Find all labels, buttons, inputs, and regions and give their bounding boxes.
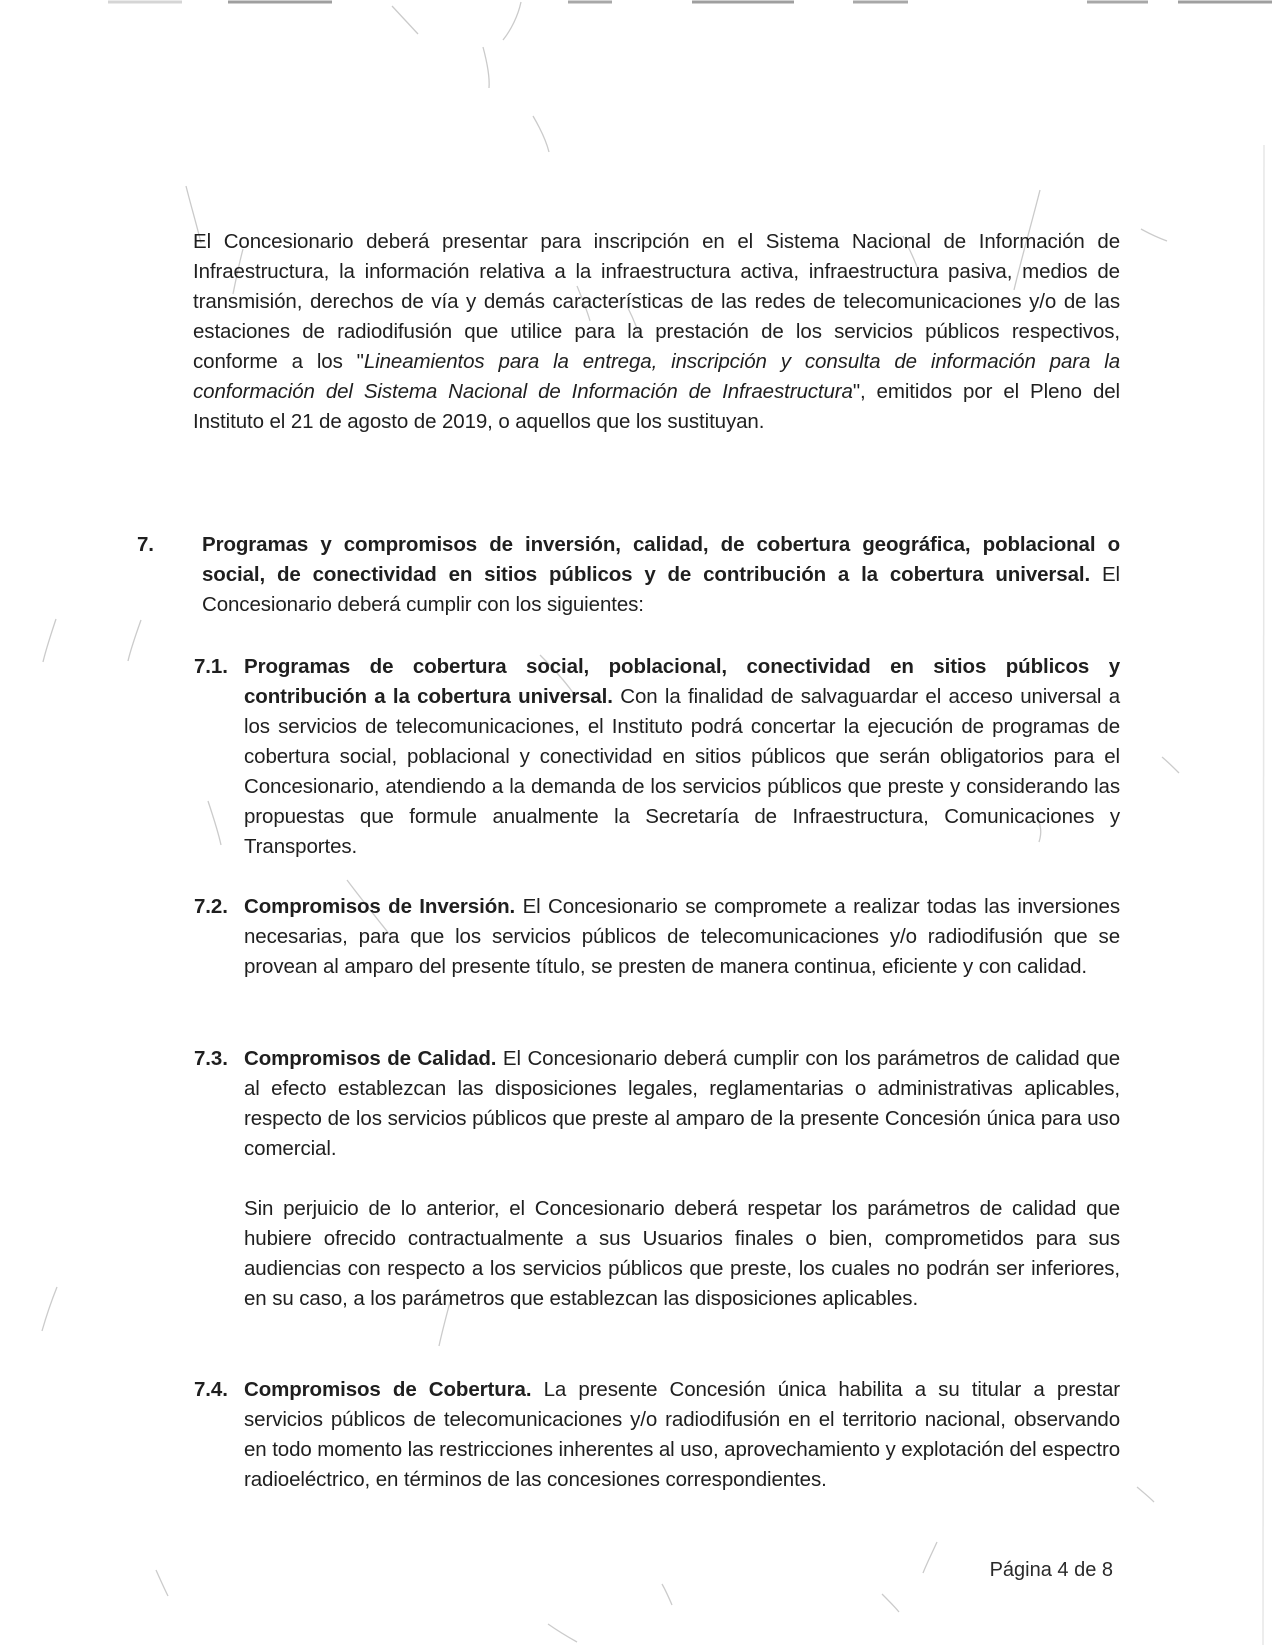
subsection-7-1-lead: Programas de cobertura social, poblacional, conectividad en sitios públicos y contribución a la cobertura universal. (244, 655, 1120, 708)
subsection-7-3-body: El Concesionario deberá cumplir con los parámetros de calidad que al efecto establezcan las disposiciones legales, reglamentarias o administrativas aplicables, respecto de los servicios públicos que preste al amparo de la presente Concesión única para uso comercial. (244, 1047, 1121, 1160)
intro-text-regular: El Concesionario deberá presentar para inscripción en el Sistema Nacional de Información de Infraestructura, la información relativa a la infraestructura activa, infraestructura pasiva, medios de transmisión, derechos de vía y demás características de las redes de telecomunicaciones y/o de las estaciones de radiodifusión que utilice para la prestación de los servicios públicos respectivos, conforme a los " (193, 230, 1120, 373)
subsection-7-1-number: 7.1. (194, 655, 228, 678)
subsection-7-4-number: 7.4. (194, 1378, 228, 1401)
section-7-heading (137, 530, 1120, 620)
subsection-7-3-paragraph-2: Sin perjuicio de lo anterior, el Concesionario deberá respetar los parámetros de calidad que hubiere ofrecido contractualmente a sus Usuarios finales o bien, comprometidos para sus audiencias con respecto a los servicios públicos que preste, los cuales no podrán ser inferiores, en su caso, a los parámetros que establezcan las disposiciones aplicables. (244, 1197, 1120, 1310)
section-7-title (137, 530, 1120, 620)
subsection-7-2 (194, 892, 1120, 982)
subsection-7-4 (194, 1375, 1120, 1495)
section-7-title-bold: Programas y compromisos de inversión, calidad, de cobertura geográfica, poblacional o social, de conectividad en sitios públicos y de contribución a la cobertura universal. (202, 533, 1120, 586)
intro-paragraph (193, 227, 1120, 437)
subsection-7-1-text (194, 652, 1120, 862)
subsection-7-2-lead: Compromisos de Inversión. (244, 895, 516, 918)
subsection-7-2-number: 7.2. (194, 895, 228, 918)
subsection-7-1-body: Con la finalidad de salvaguardar el acceso universal a los servicios de telecomunicaciones, el Instituto podrá concertar la ejecución de programas de cobertura social, poblacional y conectividad en sitios públicos que serán obligatorios para el Concesionario, atendiendo a la demanda de los servicios públicos que preste y considerando las propuestas que formule anualmente la Secretaría de Infraestructura, Comunicaciones y Transportes. (244, 685, 1120, 858)
intro-text-regular-end: ", emitidos por el Pleno del Instituto el 21 de agosto de 2019, o aquellos que los sustituyan. (193, 380, 1120, 433)
subsection-7-4-lead: Compromisos de Cobertura. (244, 1378, 532, 1401)
section-7-number: 7. (137, 533, 154, 556)
subsection-7-3-text (194, 1044, 1120, 1164)
subsection-7-1 (194, 652, 1120, 862)
page-number-footer: Página 4 de 8 (989, 1559, 1113, 1581)
subsection-7-2-text (194, 892, 1120, 982)
subsection-7-3-number: 7.3. (194, 1047, 228, 1070)
subsection-7-4-body: La presente Concesión única habilita a su titular a prestar servicios públicos de telecomunicaciones y/o radiodifusión en el territorio nacional, observando en todo momento las restricciones inherentes al uso, aprovechamiento y explotación del espectro radioeléctrico, en términos de las concesiones correspondientes. (244, 1378, 1120, 1491)
subsection-7-4-text (194, 1375, 1120, 1495)
intro-text-italic-citation: Lineamientos para la entrega, inscripción y consulta de información para la conformación del Sistema Nacional de Información de Infraestructura (193, 350, 1121, 403)
section-7-title-rest: El Concesionario deberá cumplir con los siguientes: (202, 563, 1120, 616)
subsection-7-3-lead: Compromisos de Calidad. (244, 1047, 497, 1070)
subsection-7-3 (194, 1044, 1120, 1164)
subsection-7-2-body: El Concesionario se compromete a realizar todas las inversiones necesarias, para que los servicios públicos de telecomunicaciones y/o radiodifusión que se provean al amparo del presente título, se presten de manera continua, eficiente y con calidad. (244, 895, 1120, 978)
